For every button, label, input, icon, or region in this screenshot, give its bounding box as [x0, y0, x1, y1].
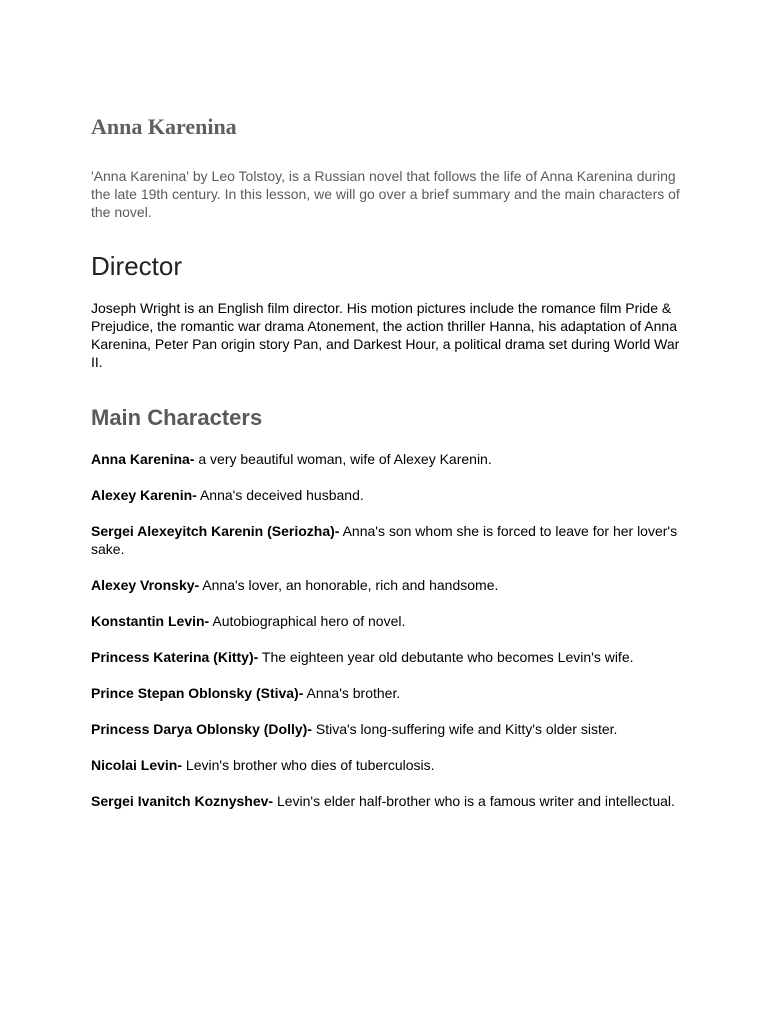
- character-description: Anna's deceived husband.: [196, 487, 364, 503]
- character-name: Sergei Alexeyitch Karenin (Seriozha)-: [91, 523, 340, 539]
- character-description: Stiva's long-suffering wife and Kitty's older sister.: [311, 721, 618, 737]
- director-heading: Director: [91, 251, 183, 281]
- character-item: [91, 450, 691, 468]
- character-description: Levin's brother who dies of tuberculosis.: [182, 757, 435, 773]
- character-name: Alexey Karenin-: [91, 487, 197, 503]
- character-item: [91, 612, 691, 630]
- character-name: Alexey Vronsky-: [91, 577, 200, 593]
- character-name: Konstantin Levin-: [91, 613, 210, 629]
- intro-paragraph: 'Anna Karenina' by Leo Tolstoy, is a Russian novel that follows the life of Anna Karenina during the late 19th century. In this lesson, we will go over a brief summary and the main characters of the novel.: [91, 168, 680, 220]
- character-item: [91, 486, 691, 504]
- character-name: Sergei Ivanitch Koznyshev-: [91, 793, 274, 809]
- character-item: [91, 648, 691, 666]
- character-item: [91, 684, 691, 702]
- character-description: Autobiographical hero of novel.: [209, 613, 406, 629]
- character-name: Prince Stepan Oblonsky (Stiva)-: [91, 685, 304, 701]
- character-description: The eighteen year old debutante who becomes Levin's wife.: [258, 649, 634, 665]
- character-description: Anna's son whom she is forced to leave for her lover's sake.: [91, 523, 678, 557]
- character-name: Princess Katerina (Kitty)-: [91, 649, 259, 665]
- character-description: Levin's elder half-brother who is a famous writer and intellectual.: [273, 793, 675, 809]
- page-title: Anna Karenina: [91, 114, 237, 139]
- director-paragraph: Joseph Wright is an English film director. His motion pictures include the romance film Pride & Prejudice, the romantic war drama Atonement, the action thriller Hanna, his adaptation of Anna Karenina, Peter Pan origin story Pan, and Darkest Hour, a political drama set during World War II.: [91, 300, 680, 370]
- character-description: Anna's lover, an honorable, rich and handsome.: [199, 577, 499, 593]
- character-item: [91, 792, 691, 810]
- character-description: Anna's brother.: [303, 685, 401, 701]
- character-item: [91, 720, 691, 738]
- main-characters-heading: Main Characters: [91, 405, 263, 430]
- character-name: Anna Karenina-: [91, 451, 195, 467]
- character-name: Nicolai Levin-: [91, 757, 183, 773]
- character-item: [91, 522, 691, 558]
- character-item: [91, 576, 691, 594]
- character-description: a very beautiful woman, wife of Alexey Karenin.: [194, 451, 492, 467]
- character-item: [91, 756, 691, 774]
- character-name: Princess Darya Oblonsky (Dolly)-: [91, 721, 312, 737]
